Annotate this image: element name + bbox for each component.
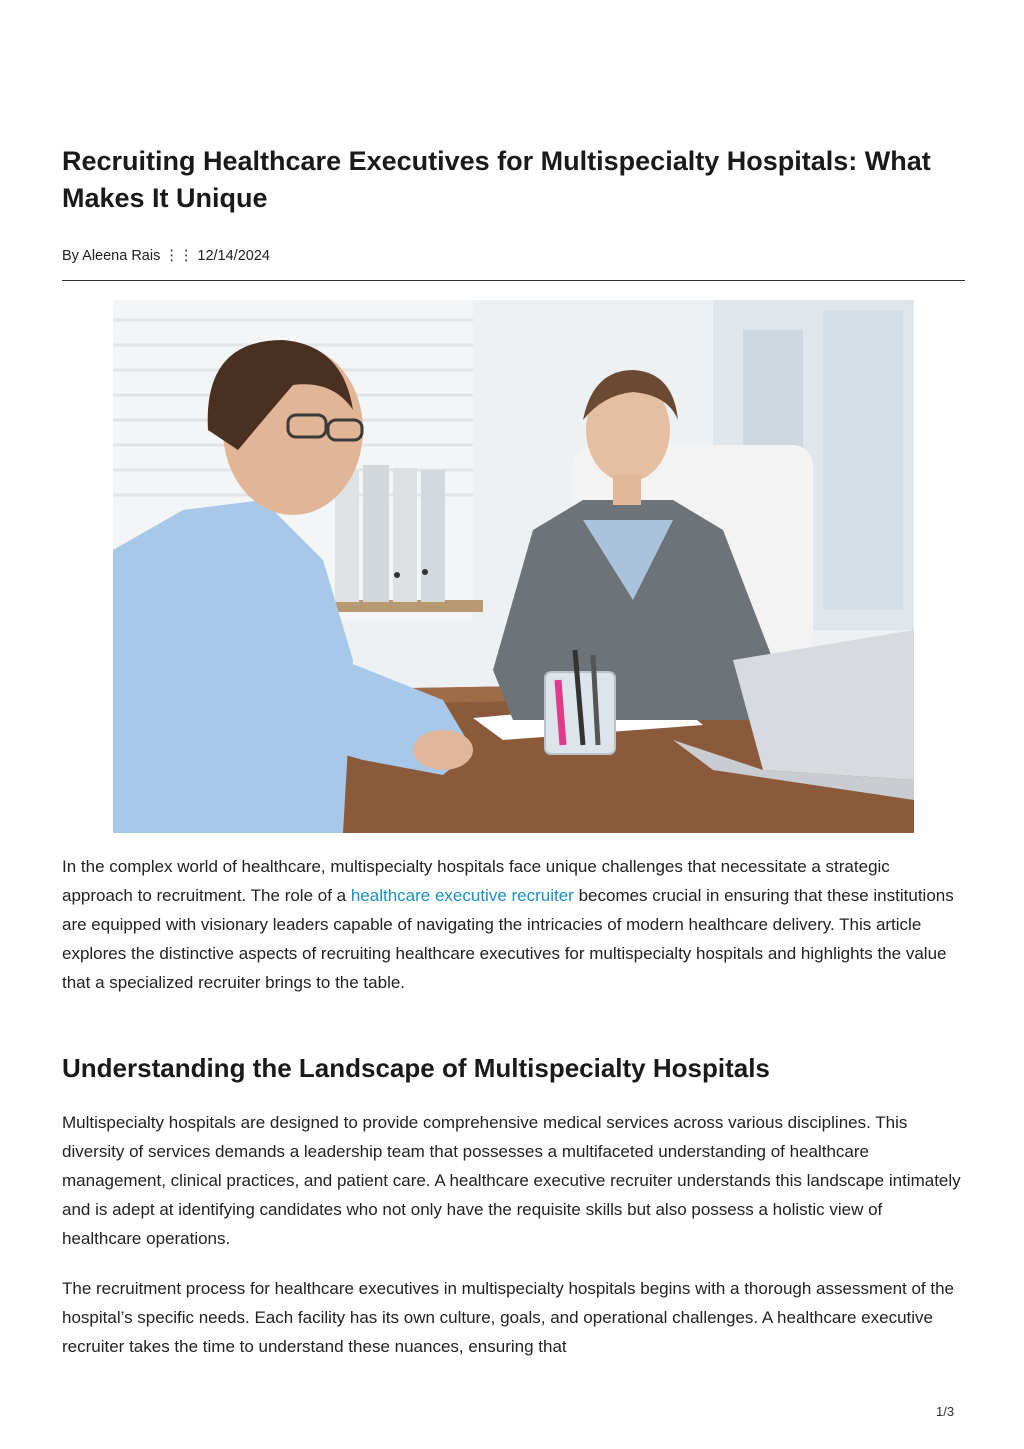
page-number: 1/3	[936, 1404, 955, 1419]
intro-text-before: In the complex world of healthcare, multispecialty hospitals face unique challenges that necessitate a strategic approach to recruitment. The role of a	[62, 857, 890, 905]
header-divider	[62, 280, 965, 281]
healthcare-executive-recruiter-link[interactable]: healthcare executive recruiter	[350, 886, 574, 905]
body-paragraph-2: Multispecialty hospitals are designed to provide comprehensive medical services across various disciplines. This diversity of services demands a leadership team that possesses a multifaceted understanding of healthcare management, clinical practices, and patient care. A healthcare executive recruiter understands this landscape intimately and is adept at identifying candidates who not only have the requisite skills but also possess a holistic view of healthcare operations.	[62, 1113, 961, 1248]
hero-image	[113, 300, 914, 833]
article-byline: By Aleena Rais ⋮⋮ 12/14/2024	[62, 248, 270, 264]
article-title: Recruiting Healthcare Executives for Multispecialty Hospitals: What Makes It Unique	[62, 146, 931, 213]
section-heading: Understanding the Landscape of Multispecialty Hospitals	[62, 1053, 770, 1083]
intro-text-after: becomes crucial in ensuring that these institutions are equipped with visionary leaders capable of navigating the intricacies of modern healthcare delivery. This article explores the distinctive aspects of recruiting healthcare executives for multispecialty hospitals and highlights the value that a specialized recruiter brings to the table.	[62, 886, 954, 992]
body-paragraph-3: The recruitment process for healthcare executives in multispecialty hospitals begins with a thorough assessment of the hospital’s specific needs. Each facility has its own culture, goals, and operational challenges. A healthcare executive recruiter takes the time to understand these nuances, ensuring that	[62, 1279, 955, 1356]
intro-paragraph	[62, 852, 965, 997]
